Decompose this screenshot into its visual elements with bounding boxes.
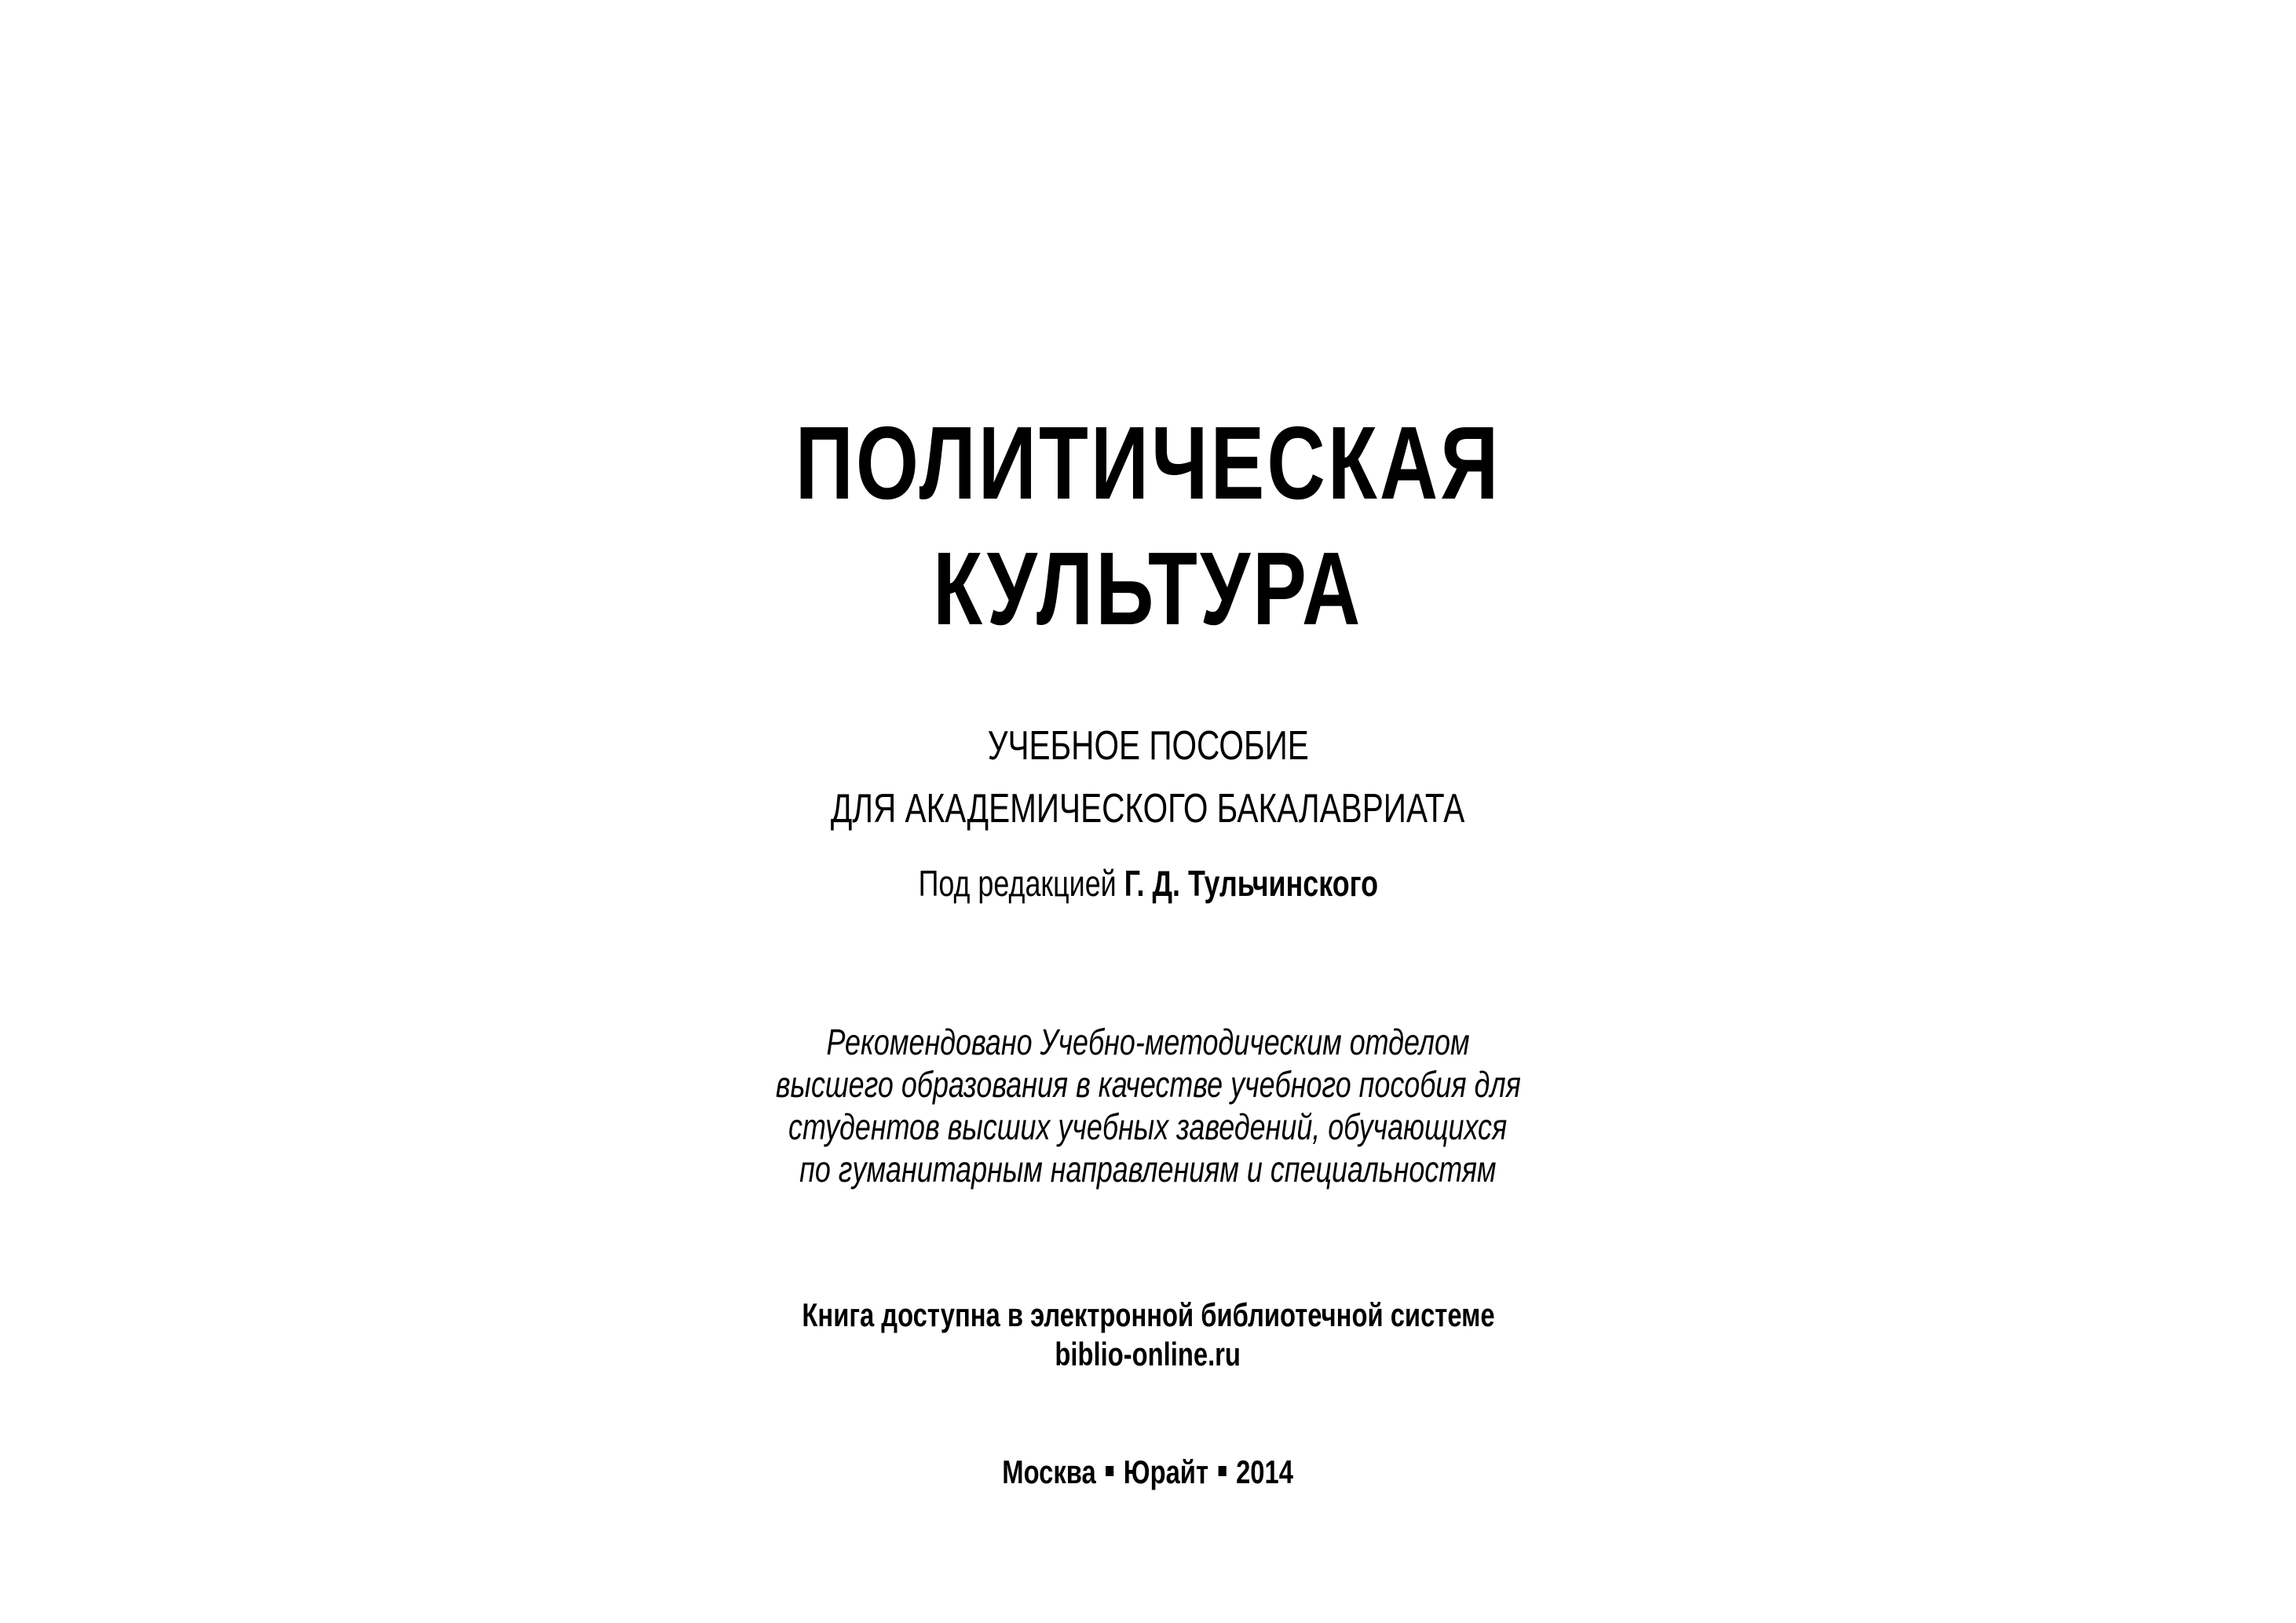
editor-credit xyxy=(0,860,2296,907)
imprint-city: Москва xyxy=(1002,1453,1097,1490)
recommendation-note xyxy=(0,1021,2296,1190)
book-title-line-1: ПОЛИТИЧЕСКАЯ xyxy=(795,405,1501,521)
book-subtitle-line-1: УЧЕБНОЕ ПОСОБИЕ xyxy=(987,723,1309,769)
recommendation-line-4: по гуманитарным направлениям и специальностям xyxy=(799,1149,1497,1190)
book-subtitle-line-2: ДЛЯ АКАДЕМИЧЕСКОГО БАКАЛАВРИАТА xyxy=(831,786,1465,832)
editor-prefix: Под редакцией xyxy=(918,863,1117,904)
square-separator-icon xyxy=(1219,1466,1227,1476)
recommendation-line-1: Рекомендовано Учебно-методическим отделом xyxy=(826,1022,1470,1062)
book-title xyxy=(0,400,2296,652)
imprint-publisher: Юрайт xyxy=(1124,1453,1209,1490)
recommendation-line-3: студентов высших учебных заведений, обучающихся xyxy=(788,1106,1508,1147)
availability-note xyxy=(0,1296,2296,1374)
book-subtitle xyxy=(0,715,2296,840)
library-site: biblio-online.ru xyxy=(1055,1336,1241,1373)
availability-text: Книга доступна в электронной библиотечной системе xyxy=(801,1296,1495,1333)
recommendation-line-2: высшего образования в качестве учебного пособия для xyxy=(775,1064,1521,1105)
book-title-line-2: КУЛЬТУРА xyxy=(933,531,1363,646)
square-separator-icon xyxy=(1106,1466,1114,1476)
editor-name: Г. Д. Тульчинского xyxy=(1124,863,1378,904)
imprint-year: 2014 xyxy=(1236,1453,1294,1490)
imprint xyxy=(0,1449,2296,1496)
